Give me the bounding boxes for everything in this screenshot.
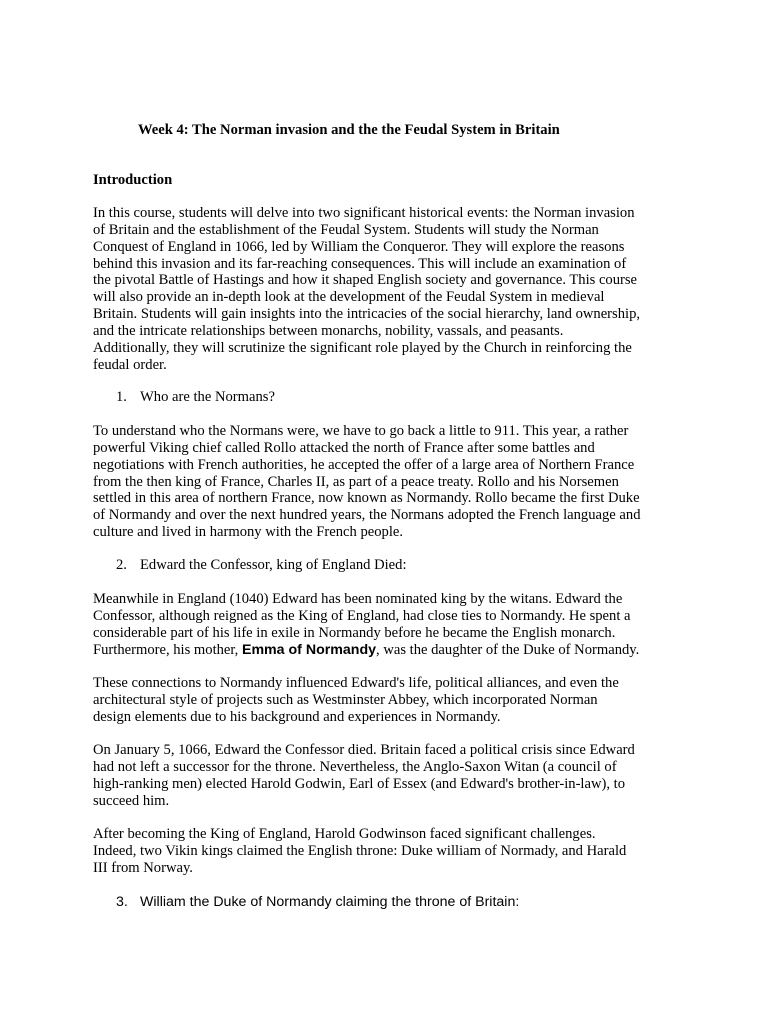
paragraph-line: These connections to Normandy influenced Edward's life, political alliances, and even the [93,675,619,691]
paragraph-line [93,642,683,659]
paragraph-line: architectural style of projects such as Westminster Abbey, which incorporated Norman [93,691,598,708]
list-item-edward-confessor [116,557,407,574]
list-item-label: William the Duke of Normandy claiming the throne of Britain: [140,894,520,910]
paragraph-line: Indeed, two Vikin kings claimed the English throne: Duke william of Normady, and Harald [93,842,627,859]
normans-paragraph [93,423,683,541]
paragraph-line: feudal order. [93,356,167,373]
list-item-who-are-normans [116,389,275,406]
edward-paragraph [93,591,683,658]
paragraph-line: and the intricate relationships between monarchs, nobility, vassals, and peasants. [93,322,564,339]
paragraph-line: Additionally, they will scrutinize the significant role played by the Church in reinforcing the [93,339,632,356]
paragraph-line: Britain. Students will gain insights into the intricacies of the social hierarchy, land ownership, [93,306,641,323]
text-run: Furthermore, his mother, [93,641,242,658]
paragraph-line: On January 5, 1066, Edward the Confessor died. Britain faced a political crisis since Edward [93,742,635,758]
page-title: Week 4: The Norman invasion and the the Feudal System in Britain [138,122,560,138]
list-item-number: 3. [116,894,128,910]
introduction-paragraph [93,205,683,373]
list-item-william-duke [116,894,519,910]
paragraph-line: the pivotal Battle of Hastings and how it shaped English society and governance. This course [93,272,638,289]
paragraph-line: of Normandy and over the next hundred years, the Normans adopted the French language and [93,507,641,524]
paragraph-line: negotiations with French authorities, he accepted the offer of a large area of Northern France [93,456,635,473]
paragraph-line: from the then king of France, Charles II, as part of a peace treaty. Rollo and his Norsemen [93,473,619,490]
paragraph-line: III from Norway. [93,859,193,876]
section-heading-introduction: Introduction [93,172,173,188]
emma-of-normandy-emphasis: Emma of Normandy [241,641,377,658]
paragraph-line: culture and lived in harmony with the French people. [93,524,404,541]
paragraph-line: To understand who the Normans were, we have to go back a little to 911. This year, a rather [93,423,629,439]
paragraph-line: had not left a successor for the throne. Nevertheless, the Anglo-Saxon Witan (a council of [93,758,617,775]
paragraph-line: succeed him. [93,792,170,809]
paragraph-line: Meanwhile in England (1040) Edward has been nominated king by the witans. Edward the [93,591,623,607]
list-item-number: 2. [116,557,127,573]
death-paragraph [93,742,683,809]
paragraph-line: of Britain and the establishment of the Feudal System. Students will study the Norman [93,221,599,238]
paragraph-line: will also provide an in-depth look at the development of the Feudal System in medieval [93,289,605,306]
connections-paragraph [93,675,683,726]
paragraph-line: Conquest of England in 1066, led by William the Conqueror. They will explore the reasons [93,238,625,255]
paragraph-line: behind this invasion and its far-reaching consequences. This will include an examination of [93,255,627,272]
harold-paragraph [93,826,683,877]
list-item-number: 1. [116,389,127,405]
paragraph-line: high-ranking men) elected Harold Godwin, Earl of Essex (and Edward's brother-in-law), to [93,775,626,792]
text-run: , was the daughter of the Duke of Normandy. [376,641,640,658]
paragraph-line: powerful Viking chief called Rollo attacked the north of France after some battles and [93,439,595,456]
paragraph-line: Confessor, although reigned as the King of England, had close ties to Normandy. He spent a [93,607,631,624]
list-item-label: Who are the Normans? [140,389,275,405]
paragraph-line: settled in this area of northern France, now known as Normandy. Rollo became the first Duke [93,490,640,507]
paragraph-line: In this course, students will delve into two significant historical events: the Norman invasion [93,205,635,221]
paragraph-line: design elements due to his background and experiences in Normandy. [93,708,501,725]
paragraph-line: After becoming the King of England, Harold Godwinson faced significant challenges. [93,826,596,842]
paragraph-line: considerable part of his life in exile in Normandy before he became the English monarch. [93,624,616,641]
list-item-label: Edward the Confessor, king of England Died: [140,557,407,573]
